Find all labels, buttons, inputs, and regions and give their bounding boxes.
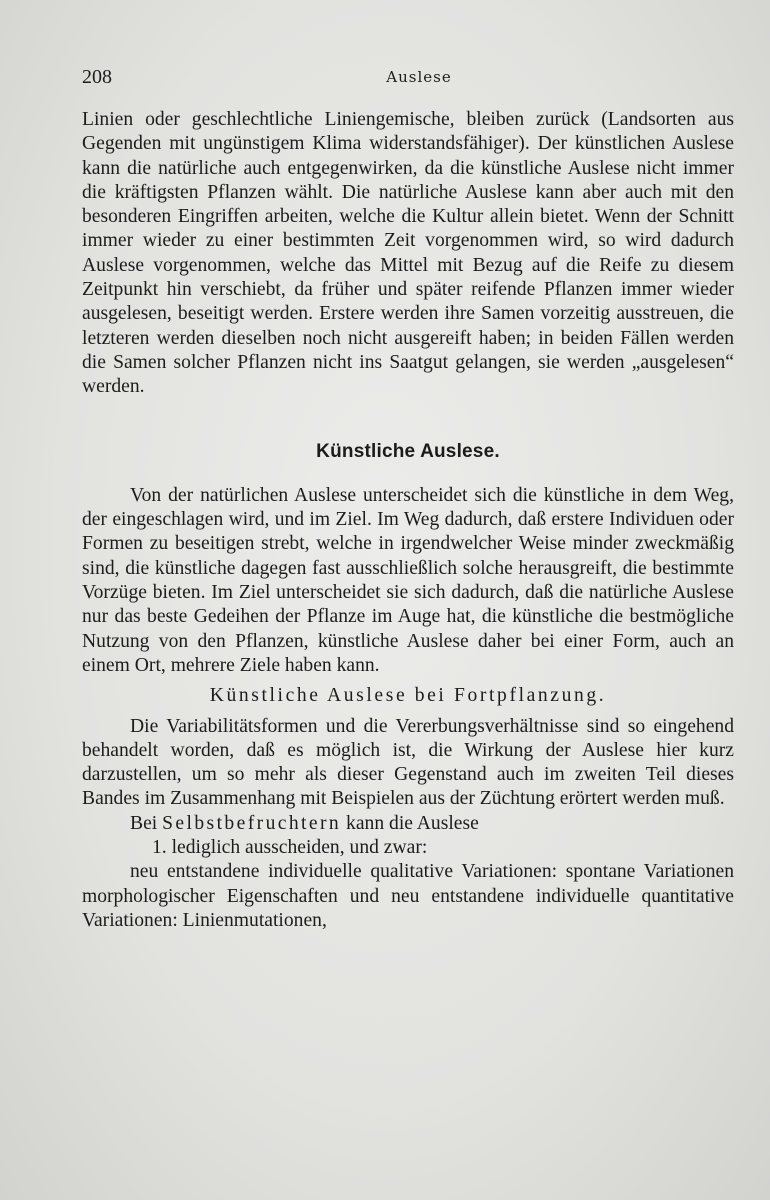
paragraph-kuenstliche-auslese: Von der natürlichen Auslese unterscheidet sich die künstliche in dem Weg, der eingeschlagen wird, und im Ziel. Im Weg dadurch, daß erstere Individuen oder Formen zu beseitigen strebt, welche in irgendwelcher Weise minder zweckmäßig sind, die künstliche dagegen fast ausschließlich solche herausgreift, die bestimmte Vorzüge bieten. Im Ziel unterscheidet sie sich dadurch, daß die natürliche Auslese nur das beste Gedeihen der Pflanze im Auge hat, die künstliche die bestmögliche Nutzung von den Pflanzen, künstliche Auslese daher bei einer Form, auch an einem Ort, mehrere Ziele haben kann. — [82, 484, 734, 676]
word-bei: Bei — [130, 812, 158, 834]
paragraph-variabilitaet: Die Variabilitätsformen und die Vererbungsverhältnisse sind so eingehend behandelt worden, daß es möglich ist, die Wirkung der Auslese hier kurz darzustellen, um so mehr als dieser Gegenstand auch im zweiten Teil dieses Bandes im Zusammenhang mit Beispielen aus der Züchtung erörtert werden muß. — [82, 715, 734, 810]
subsection-heading: Künstliche Auslese bei Fortpflanzung. — [209, 685, 607, 707]
page-number: 208 — [82, 66, 112, 88]
running-title: Auslese — [386, 68, 452, 86]
list-item: 1. lediglich ausscheiden, und zwar: — [152, 837, 428, 859]
line-rest: kann die Auslese — [346, 812, 479, 834]
page-header — [82, 64, 732, 92]
emphasized-term: Selbstbefruchtern — [162, 812, 342, 834]
page-body — [82, 108, 734, 933]
paragraph-continuation: Linien oder geschlechtliche Liniengemische, bleiben zurück (Landsorten aus Gegenden mit ungünstigem Klima widerstandsfähiger). Der künstlichen Auslese kann die natürliche auch entgegenwirken, da die künstliche Auslese nicht immer die kräftigsten Pflanzen wählt. Die natürliche Auslese kann aber auch mit den besonderen Eingriffen arbeiten, welche die Kultur allein bietet. Wenn der Schnitt immer wieder zu einer bestimmten Zeit vorgenommen wird, so wird dadurch Auslese vorgenommen, welche das Mittel mit Bezug auf die Reife zu diesem Zeitpunkt hin verschiebt, da früher und später reifende Pflanzen immer wieder ausgelesen, beseitigt werden. Erstere werden ihre Samen vorzeitig ausstreuen, die letzteren werden dieselben noch nicht ausgereift haben; in beiden Fällen werden die Samen solcher Pflanzen nicht ins Saatgut gelangen, sie werden „ausgelesen“ werden. — [82, 109, 734, 398]
section-heading: Künstliche Auslese. — [316, 440, 500, 462]
paragraph-selbstbefruchter — [82, 812, 734, 836]
paragraph-variationen: neu entstandene individuelle qualitative Variationen: spontane Variationen morphologischer Eigenschaften und neu entstandene individuelle quantitative Variationen: Linienmutationen, — [82, 861, 734, 931]
